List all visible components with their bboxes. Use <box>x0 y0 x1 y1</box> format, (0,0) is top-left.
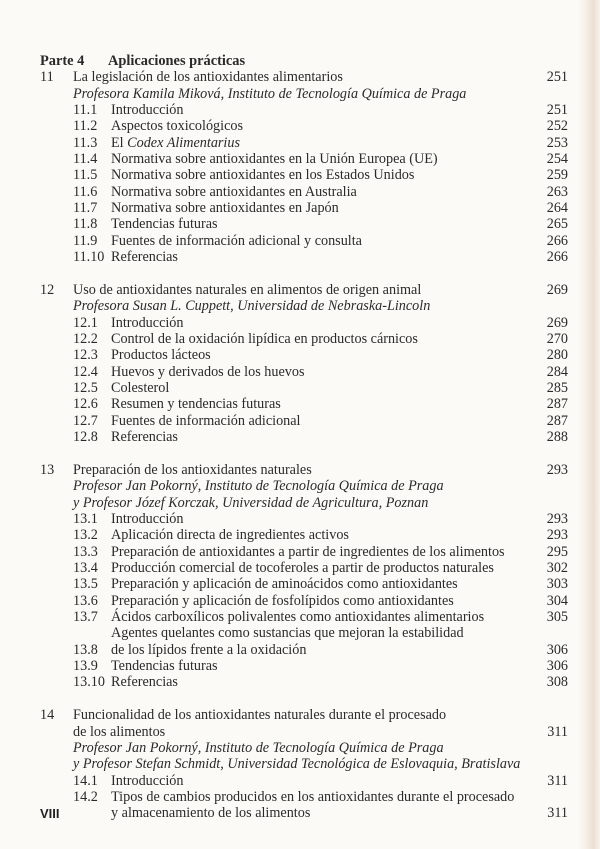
toc-entry[interactable] <box>40 102 568 118</box>
toc-entry[interactable] <box>40 560 568 576</box>
toc-entry[interactable] <box>40 429 568 445</box>
section-number: 11.2 <box>73 118 98 135</box>
section-number: 13.6 <box>73 592 98 609</box>
section-title: Fuentes de información adicional y consulta <box>111 232 362 249</box>
chapter-heading[interactable] <box>40 282 568 298</box>
section-title: Colesterol <box>111 380 170 397</box>
toc-entry[interactable] <box>40 544 568 560</box>
chapter-author: Profesor Jan Pokorný, Instituto de Tecnología Química de Praga <box>73 478 444 495</box>
toc-entry[interactable] <box>40 625 568 658</box>
page-number: 293 <box>546 461 568 478</box>
section-title: Referencias <box>111 674 178 691</box>
section-number: 11.10 <box>73 249 105 266</box>
chapter-number: 11 <box>40 69 54 86</box>
chapter-number: 12 <box>40 281 55 298</box>
toc-entry[interactable] <box>40 167 568 183</box>
page-number: 308 <box>546 674 568 691</box>
page-number: 306 <box>546 658 568 675</box>
section-title: Producción comercial de tocoferoles a partir de productos naturales <box>111 559 494 576</box>
toc-entry[interactable] <box>40 200 568 216</box>
section-title: Introducción <box>111 314 184 331</box>
page-number: 311 <box>547 805 568 822</box>
chapter-number: 13 <box>40 461 55 478</box>
page-number: 295 <box>546 543 568 560</box>
section-number: 11.6 <box>73 183 98 200</box>
toc-entry[interactable] <box>40 135 568 151</box>
chapter-11 <box>40 69 568 265</box>
page-number: 288 <box>546 429 568 446</box>
section-number: 13.4 <box>73 559 98 576</box>
chapter-author: y Profesor Józef Korczak, Universidad de Agricultura, Poznan <box>73 494 429 511</box>
section-number: 12.4 <box>73 363 98 380</box>
section-title-line2: y almacenamiento de los alimentos <box>111 805 311 822</box>
page-number: 284 <box>546 363 568 380</box>
page-number: 269 <box>546 314 568 331</box>
section-number: 12.6 <box>73 396 98 413</box>
section-title: Normativa sobre antioxidantes en Australia <box>111 183 357 200</box>
section-number: 11.7 <box>73 200 98 217</box>
section-number: 11.4 <box>73 151 98 168</box>
toc-entry[interactable] <box>40 233 568 249</box>
chapter-title: Preparación de los antioxidantes naturales <box>73 461 312 478</box>
section-title: Preparación y aplicación de aminoácidos como antioxidantes <box>111 576 458 593</box>
chapter-title: La legislación de los antioxidantes alimentarios <box>73 69 343 86</box>
part-heading <box>40 53 568 69</box>
section-number: 12.8 <box>73 429 98 446</box>
toc-entry[interactable] <box>40 609 568 625</box>
table-of-contents <box>40 53 568 838</box>
toc-entry[interactable] <box>40 413 568 429</box>
section-number: 12.5 <box>73 380 98 397</box>
section-title: Huevos y derivados de los huevos <box>111 363 305 380</box>
section-title: Ácidos carboxílicos polivalentes como antioxidantes alimentarios <box>111 609 485 625</box>
section-number: 11.5 <box>73 167 98 184</box>
part-number: Parte 4 <box>40 53 85 69</box>
toc-entry[interactable] <box>40 151 568 167</box>
page-number: 270 <box>546 331 568 347</box>
page-number: 287 <box>546 412 568 429</box>
toc-entry[interactable] <box>40 249 568 265</box>
section-title <box>111 625 568 658</box>
section-title <box>111 789 568 822</box>
page-number: 306 <box>546 641 568 658</box>
chapter-14 <box>40 707 568 821</box>
toc-entry[interactable] <box>40 511 568 527</box>
page-folio: VIII <box>40 806 60 821</box>
page-number: 251 <box>546 69 568 86</box>
chapter-title: Uso de antioxidantes naturales en alimentos de origen animal <box>73 281 422 298</box>
page-number: 265 <box>546 216 568 233</box>
section-number: 11.3 <box>73 134 98 151</box>
chapter-heading[interactable] <box>40 707 568 740</box>
toc-entry[interactable] <box>40 527 568 543</box>
section-title-italic: Codex Alimentarius <box>127 134 240 151</box>
page-number: 287 <box>546 396 568 413</box>
toc-entry[interactable] <box>40 118 568 134</box>
section-title: Productos lácteos <box>111 347 211 364</box>
section-number: 12.3 <box>73 347 98 364</box>
page-number: 254 <box>546 151 568 168</box>
section-title: Normativa sobre antioxidantes en Japón <box>111 200 339 217</box>
page-number: 252 <box>546 118 568 135</box>
toc-entry[interactable] <box>40 315 568 331</box>
page-number: 305 <box>546 609 568 625</box>
section-number: 13.2 <box>73 527 98 544</box>
toc-entry[interactable] <box>40 331 568 347</box>
section-number: 13.9 <box>73 658 98 675</box>
section-title: Referencias <box>111 429 178 446</box>
page-number: 259 <box>546 167 568 184</box>
page-number: 304 <box>546 592 568 609</box>
page-number: 285 <box>546 380 568 397</box>
chapter-number: 14 <box>40 707 55 724</box>
section-title-line1: Agentes quelantes como sustancias que mejoran la estabilidad <box>111 625 464 642</box>
toc-entry[interactable] <box>40 789 568 822</box>
page-number: 293 <box>546 527 568 544</box>
section-title: Normativa sobre antioxidantes en la Unión Europea (UE) <box>111 151 438 168</box>
section-number: 13.7 <box>73 609 98 625</box>
page-number: 269 <box>546 281 568 298</box>
chapter-author: y Profesor Stefan Schmidt, Universidad Tecnológica de Eslovaquia, Bratislava <box>73 756 521 773</box>
section-number: 13.1 <box>73 510 98 527</box>
section-number: 13.3 <box>73 543 98 560</box>
section-number: 12.1 <box>73 314 98 331</box>
page-number: 253 <box>546 134 568 151</box>
toc-entry[interactable] <box>40 216 568 232</box>
page-number: 251 <box>546 102 568 119</box>
toc-entry[interactable] <box>40 380 568 396</box>
section-title: Tendencias futuras <box>111 216 218 233</box>
section-number: 13.8 <box>73 641 98 658</box>
page-number: 263 <box>546 183 568 200</box>
chapter-author: Profesor Jan Pokorný, Instituto de Tecnología Química de Praga <box>73 739 444 756</box>
chapter-title <box>73 707 568 740</box>
page-number: 293 <box>546 510 568 527</box>
toc-entry[interactable] <box>40 674 568 690</box>
section-number: 14.2 <box>73 788 98 805</box>
section-number: 11.8 <box>73 216 98 233</box>
chapter-title-line1: Funcionalidad de los antioxidantes naturales durante el procesado <box>73 707 447 724</box>
section-title: Aplicación directa de ingredientes activos <box>111 527 349 544</box>
section-title: Aspectos toxicológicos <box>111 118 244 135</box>
toc-entry[interactable] <box>40 347 568 363</box>
section-number: 13.5 <box>73 576 98 593</box>
section-number: 12.7 <box>73 412 98 429</box>
section-title: Introducción <box>111 510 184 527</box>
page-number: 266 <box>546 232 568 249</box>
section-title <box>111 135 568 151</box>
toc-entry[interactable] <box>40 773 568 789</box>
section-title: Referencias <box>111 249 178 266</box>
section-title-prefix: El <box>111 134 128 151</box>
page-edge-shadow <box>578 0 600 849</box>
section-title-line1: Tipos de cambios producidos en los antioxidantes durante el procesado <box>111 788 515 805</box>
chapter-heading[interactable] <box>40 462 568 478</box>
section-title: Tendencias futuras <box>111 658 218 675</box>
section-number: 13.10 <box>73 674 105 691</box>
chapter-author: Profesora Susan L. Cuppett, Universidad de Nebraska-Lincoln <box>73 298 431 315</box>
section-number: 11.1 <box>73 102 98 119</box>
section-number: 12.2 <box>73 331 98 347</box>
page-number: 264 <box>546 200 568 217</box>
section-title: Introducción <box>111 772 184 789</box>
page-number: 303 <box>546 576 568 593</box>
section-title: Control de la oxidación lipídica en productos cárnicos <box>111 331 418 347</box>
section-title: Introducción <box>111 102 184 119</box>
toc-entry[interactable] <box>40 184 568 200</box>
toc-entry[interactable] <box>40 593 568 609</box>
section-title: Preparación de antioxidantes a partir de ingredientes de los alimentos <box>111 543 505 560</box>
chapter-12 <box>40 282 568 445</box>
page-number: 266 <box>546 249 568 266</box>
section-title-line2: de los lípidos frente a la oxidación <box>111 641 307 658</box>
page-number: 280 <box>546 347 568 364</box>
toc-entry[interactable] <box>40 364 568 380</box>
page-number: 311 <box>547 772 568 789</box>
chapter-title-line2: de los alimentos <box>73 723 166 740</box>
chapter-13 <box>40 462 568 691</box>
section-title: Resumen y tendencias futuras <box>111 396 281 413</box>
section-number: 14.1 <box>73 772 98 789</box>
toc-entry[interactable] <box>40 658 568 674</box>
section-number: 11.9 <box>73 232 98 249</box>
chapter-author: Profesora Kamila Miková, Instituto de Tecnología Química de Praga <box>73 85 467 102</box>
section-title: Normativa sobre antioxidantes en los Estados Unidos <box>111 167 415 184</box>
toc-entry[interactable] <box>40 396 568 412</box>
page-number: 311 <box>547 723 568 740</box>
toc-entry[interactable] <box>40 576 568 592</box>
chapter-heading[interactable] <box>40 69 568 85</box>
section-title: Fuentes de información adicional <box>111 412 301 429</box>
section-title: Preparación y aplicación de fosfolípidos como antioxidantes <box>111 592 454 609</box>
part-title: Aplicaciones prácticas <box>108 53 246 69</box>
page-number: 302 <box>546 559 568 576</box>
